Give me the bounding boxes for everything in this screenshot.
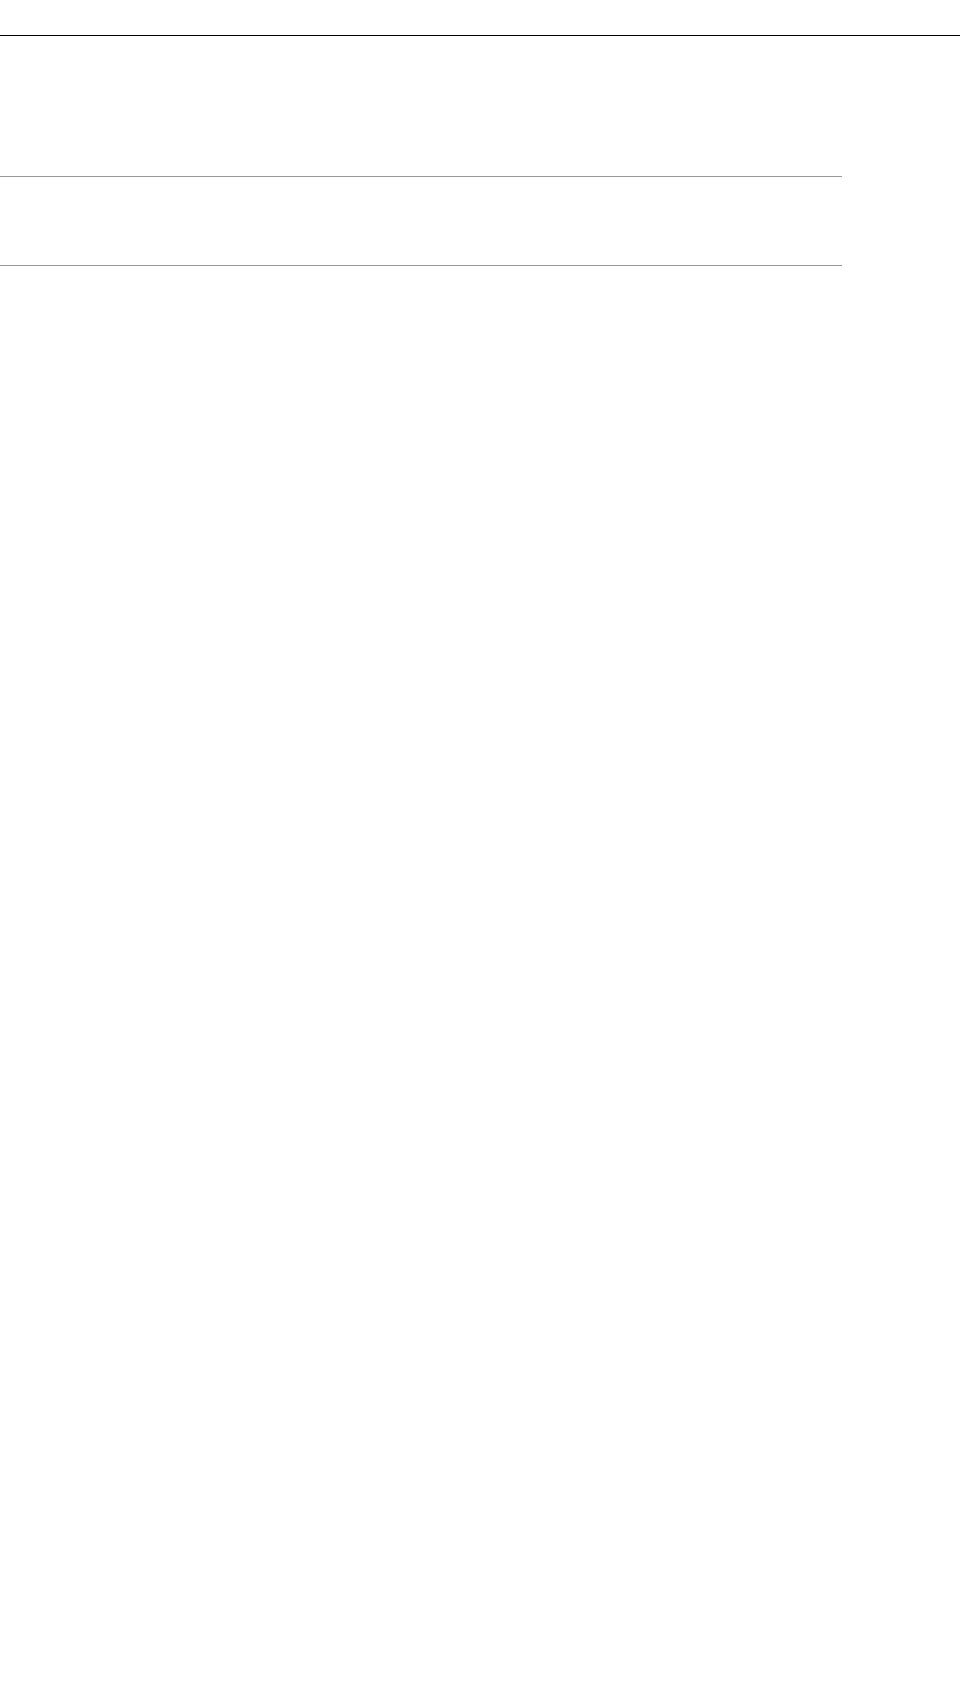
header-rule <box>0 35 960 36</box>
data-table <box>0 176 842 266</box>
table-header <box>0 177 842 266</box>
running-header <box>0 0 960 38</box>
